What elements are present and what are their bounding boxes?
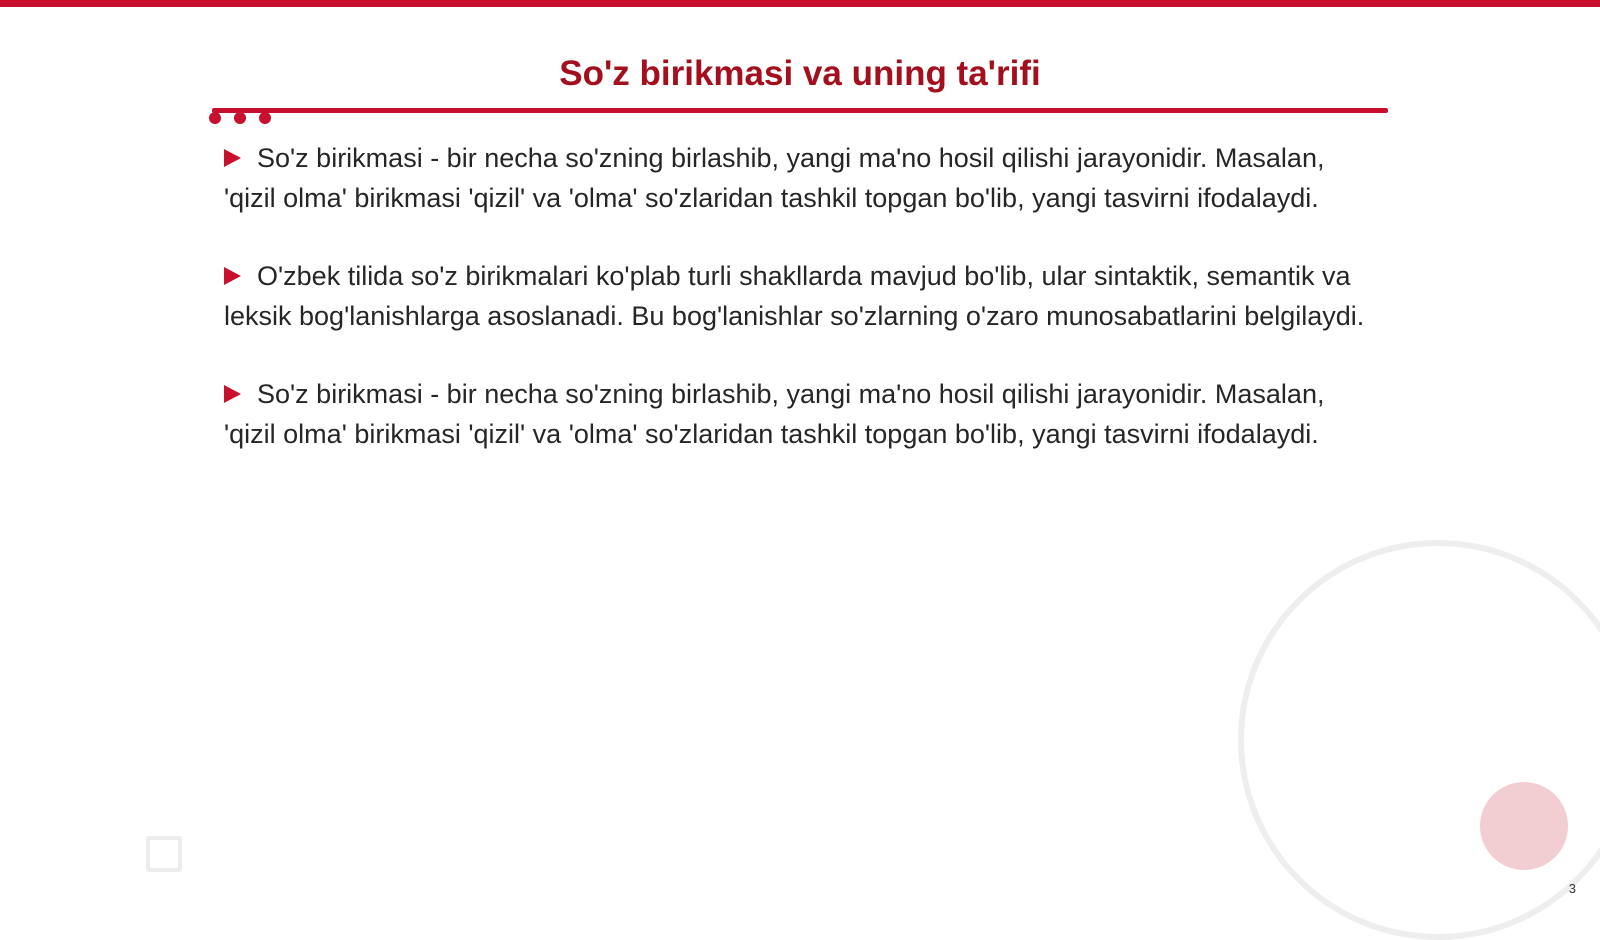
top-accent-bar [0, 0, 1600, 7]
decorative-pink-circle [1480, 782, 1568, 870]
bullet-list [224, 138, 1374, 492]
triangle-right-icon [224, 267, 241, 285]
bullet-item [224, 256, 1374, 336]
decorative-dot [259, 112, 271, 124]
decorative-square-outline [146, 836, 182, 872]
bullet-item [224, 138, 1374, 218]
bullet-text: So'z birikmasi - bir necha so'zning birlashib, yangi ma'no hosil qilishi jarayonidir. Masalan, 'qizil olma' birikmasi 'qizil' va 'olma' so'zlaridan tashkil topgan bo'lib, yangi tasvirni ifodalaydi. [224, 379, 1325, 449]
decorative-dot [234, 112, 246, 124]
bullet-text: So'z birikmasi - bir necha so'zning birlashib, yangi ma'no hosil qilishi jarayonidir. Masalan, 'qizil olma' birikmasi 'qizil' va 'olma' so'zlaridan tashkil topgan bo'lib, yangi tasvirni ifodalaydi. [224, 143, 1325, 213]
triangle-right-icon [224, 149, 241, 167]
decorative-dot [209, 112, 221, 124]
bullet-text: O'zbek tilida so'z birikmalari ko'plab turli shakllarda mavjud bo'lib, ular sintaktik, semantik va leksik bog'lanishlarga asoslanadi. Bu bog'lanishlar so'zlarning o'zaro munosabatlarini belgilaydi. [224, 261, 1365, 331]
page-number: 3 [1568, 881, 1576, 896]
triangle-right-icon [224, 385, 241, 403]
slide-title: So'z birikmasi va uning ta'rifi [559, 54, 1041, 93]
title-underline [212, 108, 1388, 113]
decorative-ring [1238, 540, 1600, 940]
bullet-item [224, 374, 1374, 454]
